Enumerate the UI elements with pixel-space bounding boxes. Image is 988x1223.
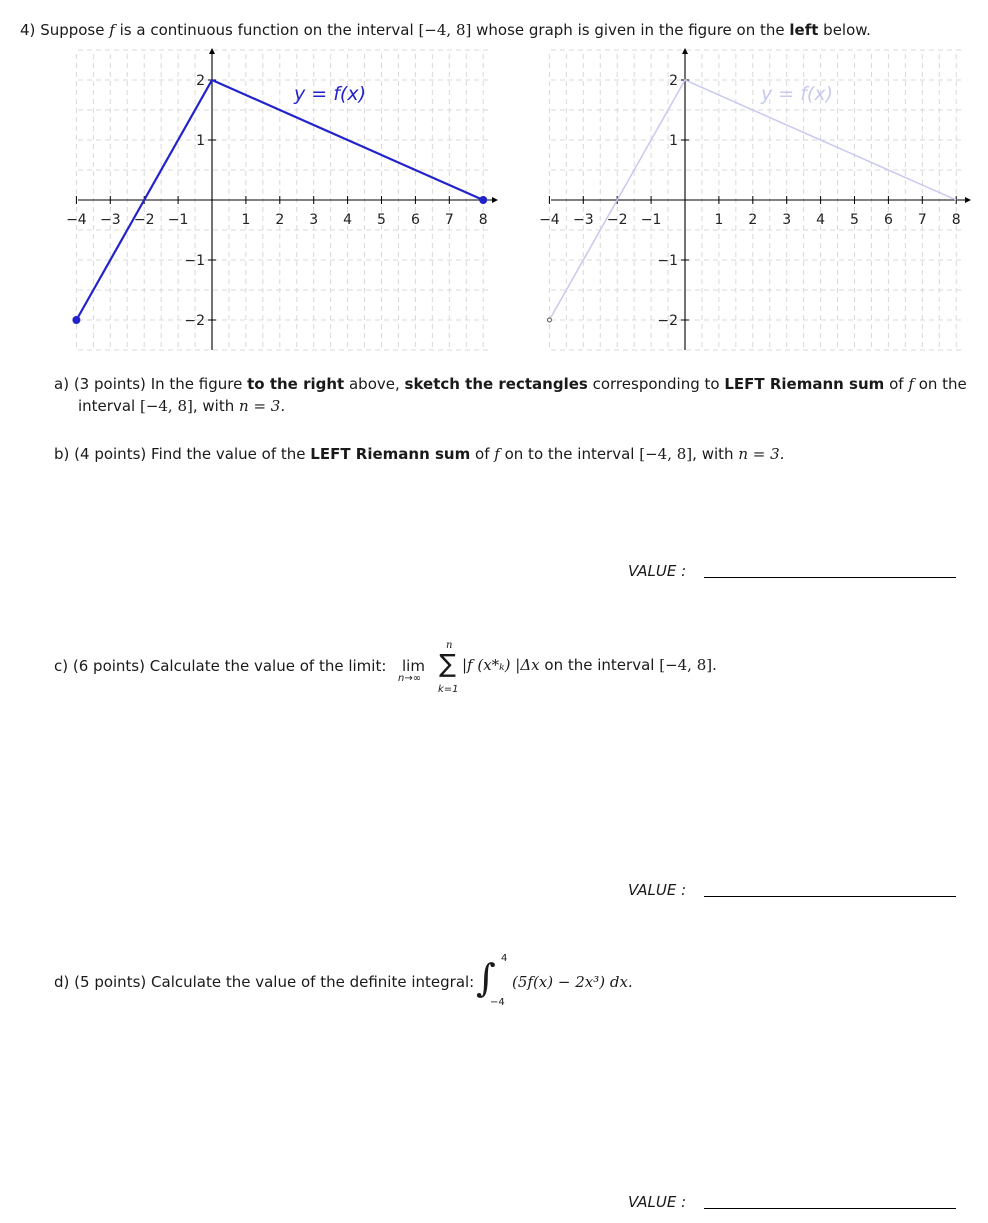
x-tick-label: −2 — [133, 212, 155, 228]
integrand-text: (5f(x) − 2x³) dx. — [512, 973, 633, 991]
answer-line-b[interactable] — [704, 577, 956, 578]
points: (6 points) — [72, 657, 145, 675]
value-label-d: VALUE : — [628, 1193, 687, 1211]
y-tick-label: 2 — [196, 73, 205, 89]
endpoint-left — [72, 316, 80, 324]
bold-text: sketch the rectangles — [404, 375, 588, 393]
part-label: b) — [54, 445, 70, 463]
answer-line-c[interactable] — [704, 896, 956, 897]
x-tick-label: 3 — [782, 212, 792, 228]
endpoint-right — [479, 196, 487, 204]
part-label: a) — [54, 375, 70, 393]
y-tick-label: 1 — [669, 133, 678, 149]
tick-labels — [539, 73, 961, 329]
y-axis-arrow — [682, 48, 688, 54]
text: , with — [692, 445, 734, 463]
text: Calculate the value of the definite integral: — [151, 973, 475, 991]
x-tick-label: −2 — [606, 212, 628, 228]
intro-text: Suppose — [40, 21, 105, 39]
y-tick-label: −1 — [657, 253, 678, 269]
text: of — [889, 375, 904, 393]
x-tick-label: −3 — [99, 212, 121, 228]
interval: [−4, 8] — [418, 21, 472, 39]
interval: [−4, 8] — [639, 445, 693, 463]
text: In the figure — [150, 375, 243, 393]
upper-limit: 4 — [501, 953, 508, 964]
y-tick-label: 2 — [669, 73, 678, 89]
sigma-symbol: ∑ — [439, 649, 456, 678]
points: (3 points) — [73, 375, 146, 393]
points: (4 points) — [74, 445, 147, 463]
x-tick-label: 5 — [377, 212, 386, 228]
text: above, — [348, 375, 400, 393]
function-label: y = f(x) — [294, 83, 367, 105]
part-c — [54, 638, 386, 698]
problem-number: 4) — [20, 21, 36, 39]
lim-subscript: n→∞ — [398, 673, 422, 684]
bold-text: LEFT Riemann sum — [724, 375, 885, 393]
y-axis-arrow — [209, 48, 215, 54]
part-a — [54, 375, 967, 393]
part-label: d) — [54, 973, 70, 991]
y-tick-label: −2 — [184, 313, 205, 329]
limit-operator — [398, 657, 438, 687]
x-axis-arrow — [492, 197, 498, 203]
value-label-c: VALUE : — [628, 881, 687, 899]
summand: |f (x*ₖ) |Δx — [462, 656, 540, 674]
points: (5 points) — [74, 973, 147, 991]
function-curve-faded — [547, 80, 956, 322]
text: Find the value of the — [151, 445, 306, 463]
x-tick-label: 7 — [444, 212, 454, 228]
text: Calculate the value of the limit: — [149, 657, 387, 675]
tick-labels — [66, 73, 488, 329]
x-tick-label: 6 — [883, 212, 893, 228]
x-tick-label: −4 — [66, 212, 87, 228]
x-tick-label: 2 — [748, 212, 758, 228]
sum-lower: k=1 — [438, 684, 459, 695]
x-tick-label: 8 — [951, 212, 961, 228]
integral-sign: ∫ — [476, 956, 496, 1000]
function-symbol: f — [109, 21, 115, 39]
intro-text: whose graph is given in the figure on the — [476, 21, 785, 39]
lower-limit: −4 — [490, 997, 505, 1008]
x-tick-label: 1 — [714, 212, 724, 228]
part-b — [54, 445, 784, 463]
function-symbol: f — [494, 445, 500, 463]
text: corresponding to — [592, 375, 720, 393]
n-value: n = 3. — [239, 397, 286, 415]
x-tick-label: 1 — [241, 212, 251, 228]
n-value: n = 3. — [738, 445, 785, 463]
x-tick-label: −4 — [539, 212, 560, 228]
y-tick-label: 1 — [196, 133, 205, 149]
right-graph — [533, 44, 973, 354]
function-symbol: f — [908, 375, 914, 393]
text: , with — [192, 397, 235, 415]
interval: [−4, 8] — [139, 397, 193, 415]
interval: [−4, 8]. — [659, 656, 717, 674]
text: interval — [78, 397, 136, 415]
value-label-b: VALUE : — [628, 562, 687, 580]
left-graph — [60, 44, 500, 354]
intro-bold: left — [789, 21, 819, 39]
integrand — [512, 973, 633, 991]
y-tick-label: −2 — [657, 313, 678, 329]
x-tick-label: −1 — [167, 212, 189, 228]
x-tick-label: 7 — [917, 212, 927, 228]
x-tick-label: 5 — [850, 212, 859, 228]
part-a-line2 — [78, 397, 285, 415]
lim-text: lim — [402, 657, 425, 675]
x-tick-label: 4 — [343, 212, 353, 228]
sum-upper: n — [446, 640, 453, 651]
part-label: c) — [54, 657, 69, 675]
part-c-tail — [462, 656, 717, 674]
endpoint-left — [547, 318, 551, 322]
x-tick-label: −1 — [640, 212, 662, 228]
x-tick-label: 2 — [275, 212, 285, 228]
function-label: y = f(x) — [761, 83, 834, 105]
x-tick-label: 8 — [478, 212, 488, 228]
x-axis-arrow — [965, 197, 971, 203]
text: of — [475, 445, 490, 463]
x-tick-label: −3 — [572, 212, 594, 228]
bold-text: to the right — [247, 375, 345, 393]
part-d — [54, 973, 474, 991]
x-tick-label: 3 — [309, 212, 319, 228]
bold-text: LEFT Riemann sum — [310, 445, 471, 463]
text: on the interval — [544, 656, 655, 674]
axes — [78, 48, 498, 350]
intro-text: is a continuous function on the interval — [119, 21, 414, 39]
y-tick-label: −1 — [184, 253, 205, 269]
x-tick-label: 4 — [816, 212, 826, 228]
text: on to the interval — [504, 445, 635, 463]
text: on the — [918, 375, 967, 393]
problem-statement — [20, 21, 871, 39]
x-tick-label: 6 — [410, 212, 420, 228]
intro-text: below. — [823, 21, 871, 39]
integral-operator — [476, 953, 512, 1013]
answer-line-d[interactable] — [704, 1208, 956, 1209]
